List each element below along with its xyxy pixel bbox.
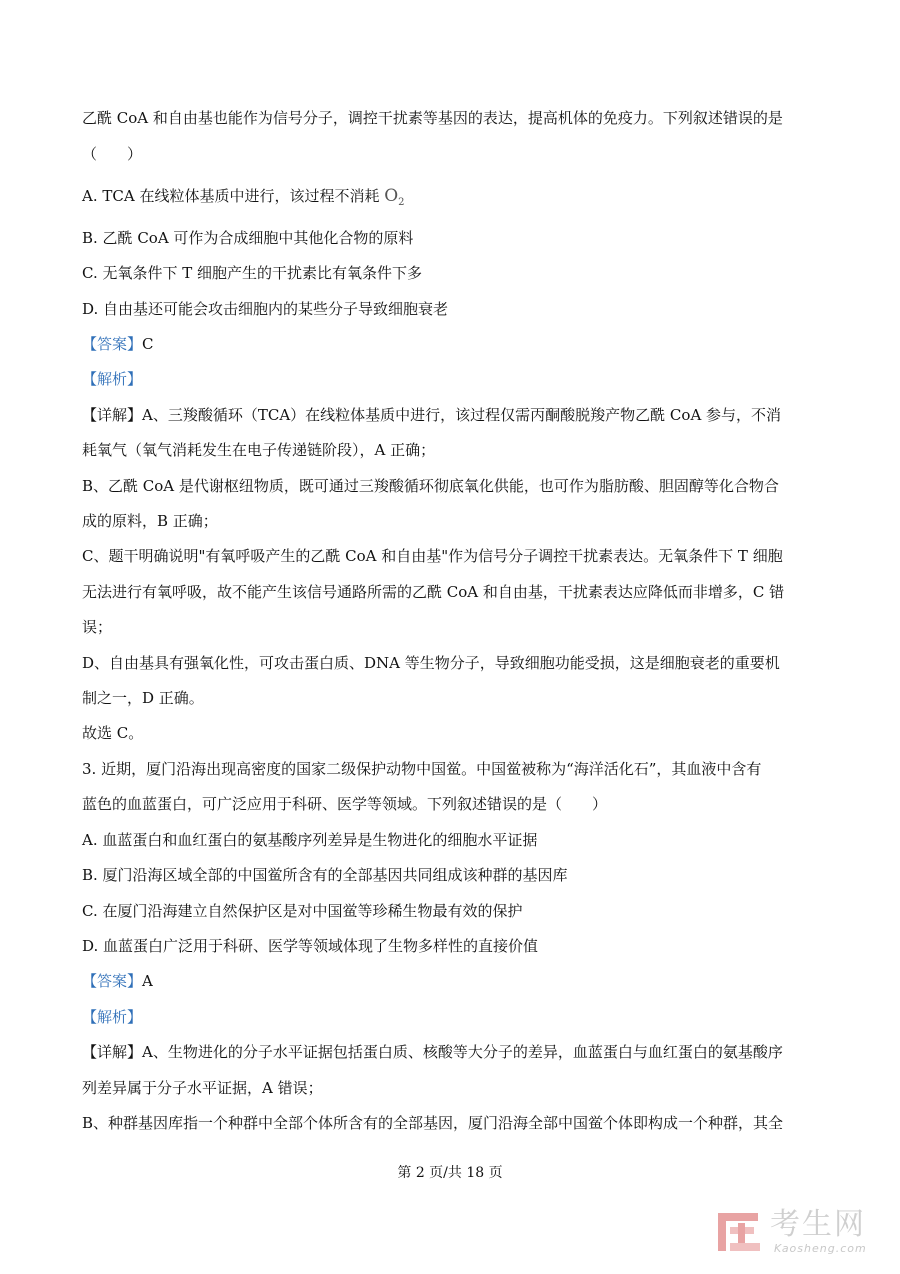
option-c: C. 无氧条件下 T 细胞产生的干扰素比有氧条件下多 xyxy=(82,264,423,282)
answer-tag: 【答案】 xyxy=(82,335,143,353)
option-d: D. 血蓝蛋白广泛用于科研、医学等领域体现了生物多样性的直接价值 xyxy=(82,937,539,955)
detail-tag: 【详解】 xyxy=(82,1043,143,1061)
option-d: D. 自由基还可能会攻击细胞内的某些分子导致细胞衰老 xyxy=(82,300,449,318)
text-line: 列差异属于分子水平证据，A 错误； xyxy=(82,1079,323,1097)
text-line: D、自由基具有强氧化性，可攻击蛋白质、DNA 等生物分子，导致细胞功能受损，这是细胞衰老的重要机 xyxy=(82,654,780,672)
question-3-stem: 3. 近期，厦门沿海出现高密度的国家二级保护动物中国鲎。中国鲎被称为“海洋活化石”，其血液中含有 xyxy=(82,760,762,778)
text-line: C、题干明确说明"有氧呼吸产生的乙酰 CoA 和自由基"作为信号分子调控干扰素表达。无氧条件下 T 细胞 xyxy=(82,547,783,565)
question-3-stem: 蓝色的血蓝蛋白，可广泛应用于科研、医学等领域。下列叙述错误的是（ ） xyxy=(82,795,608,813)
answer-line xyxy=(82,334,154,354)
text-line: 故选 C。 xyxy=(82,724,144,742)
watermark-name: 考生网 xyxy=(770,1207,866,1242)
text-line: （ ） xyxy=(82,145,143,163)
text-line: 制之一，D 正确。 xyxy=(82,689,204,707)
option-a xyxy=(82,186,405,213)
answer-value: A xyxy=(142,972,153,990)
text-line: 乙酰 CoA 和自由基也能作为信号分子，调控干扰素等基因的表达，提高机体的免疫力。下列叙述错误的是 xyxy=(82,109,783,127)
text-line: B、种群基因库指一个种群中全部个体所含有的全部基因，厦门沿海全部中国鲎个体即构成一个种群，其全 xyxy=(82,1114,784,1132)
text-line: B、乙酰 CoA 是代谢枢纽物质，既可通过三羧酸循环彻底氧化供能，也可作为脂肪酸、胆固醇等化合物合 xyxy=(82,477,779,495)
option-a-text: A. TCA 在线粒体基质中进行，该过程不消耗 xyxy=(82,187,380,205)
detail-tag: 【详解】 xyxy=(82,406,143,424)
kaosheng-logo-icon xyxy=(716,1209,764,1255)
analysis-tag: 【解析】 xyxy=(82,1008,143,1026)
option-c: C. 在厦门沿海建立自然保护区是对中国鲎等珍稀生物最有效的保护 xyxy=(82,902,523,920)
text-line: 成的原料，B 正确； xyxy=(82,512,218,530)
analysis-tag: 【解析】 xyxy=(82,370,143,388)
text-line: 误； xyxy=(82,618,113,636)
kaosheng-watermark xyxy=(716,1207,878,1259)
text-line: 耗氧气（氧气消耗发生在电子传递链阶段），A 正确； xyxy=(82,441,436,459)
page-number-footer: 第 2 页/共 18 页 xyxy=(397,1165,503,1181)
option-a: A. 血蓝蛋白和血红蛋白的氨基酸序列差异是生物进化的细胞水平证据 xyxy=(82,831,538,849)
answer-tag: 【答案】 xyxy=(82,972,143,990)
detail-line xyxy=(82,405,781,425)
text-line: 无法进行有氧呼吸，故不能产生该信号通路所需的乙酰 CoA 和自由基，干扰素表达应降低而非增多，C 错 xyxy=(82,583,785,601)
detail-text: A、生物进化的分子水平证据包括蛋白质、核酸等大分子的差异，血蓝蛋白与血红蛋白的氨基酸序 xyxy=(142,1043,783,1061)
watermark-url: Kaosheng.com xyxy=(774,1242,867,1255)
detail-text: A、三羧酸循环（TCA）在线粒体基质中进行，该过程仅需丙酮酸脱羧产物乙酰 CoA 参与，不消 xyxy=(142,406,782,424)
option-b: B. 厦门沿海区域全部的中国鲎所含有的全部基因共同组成该种群的基因库 xyxy=(82,866,568,884)
answer-value: C xyxy=(142,335,154,353)
o2-formula: $O_2$ xyxy=(384,186,405,208)
answer-line xyxy=(82,971,153,991)
detail-line xyxy=(82,1042,783,1062)
option-b: B. 乙酰 CoA 可作为合成细胞中其他化合物的原料 xyxy=(82,229,414,247)
